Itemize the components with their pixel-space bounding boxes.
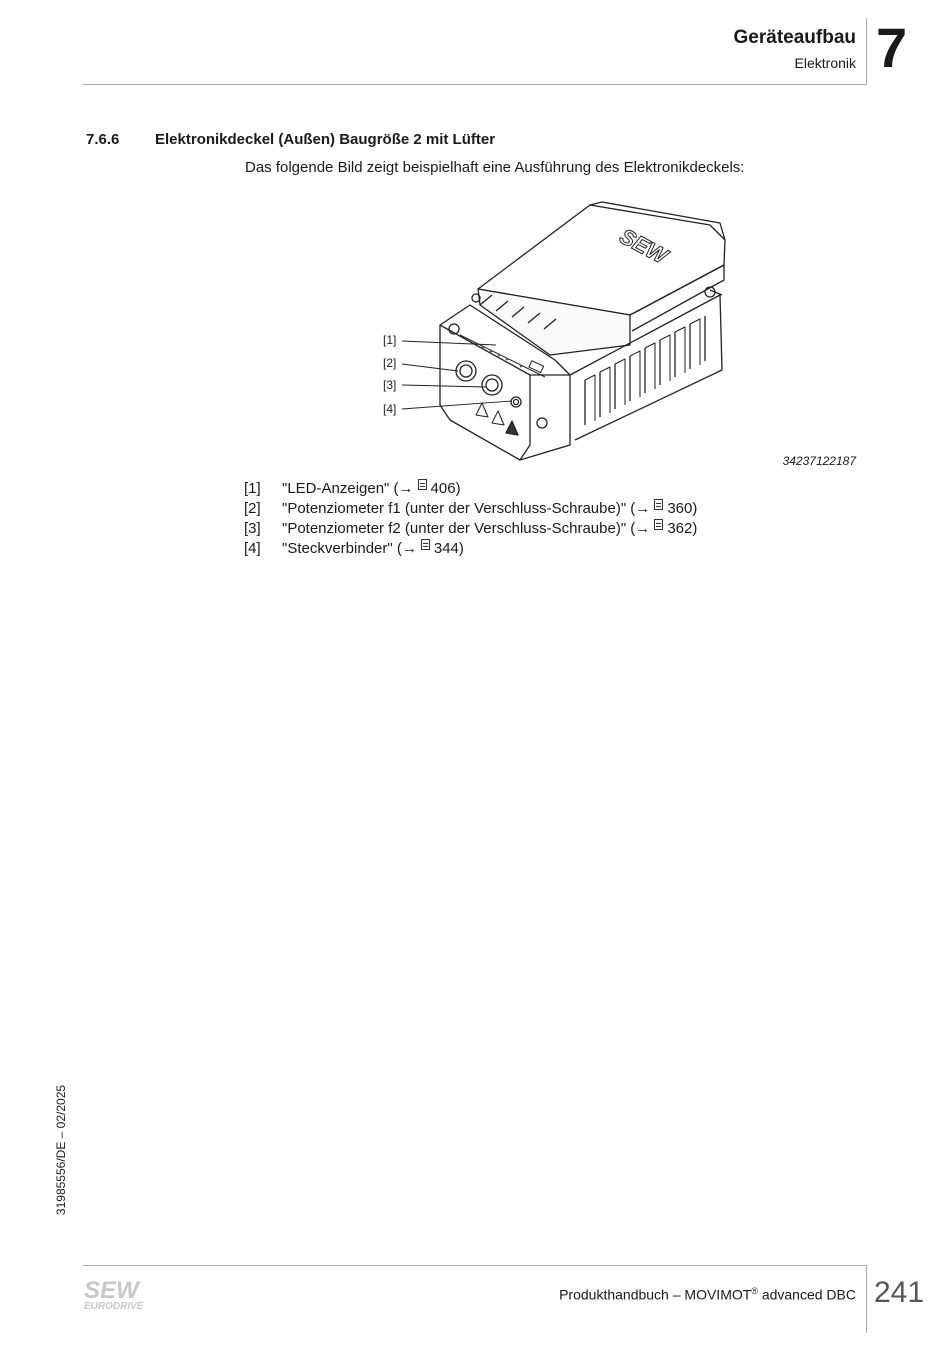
intro-text: Das folgende Bild zeigt beispielhaft eine Ausführung des Elektronikdeckels: (245, 159, 745, 176)
section-number: 7.6.6 (86, 131, 120, 148)
callout-label-4: [4] (383, 402, 397, 416)
manual-title (559, 1286, 856, 1303)
footer-divider (83, 1265, 867, 1266)
legend-item (244, 499, 697, 519)
legend-text: "Steckverbinder" (→ (282, 540, 417, 557)
page-reference-icon (654, 499, 663, 510)
page-reference-icon (654, 519, 663, 530)
header-divider-vertical (866, 18, 867, 84)
logo-text-bottom: EURODRIVE (84, 1301, 144, 1312)
legend-item (244, 519, 697, 539)
legend-page: 362) (667, 520, 698, 537)
legend-text: "Potenziometer f2 (unter der Verschluss-Schraube)" (→ (282, 520, 651, 537)
legend-text: "LED-Anzeigen" (→ (282, 480, 414, 497)
legend-text: "Potenziometer f1 (unter der Verschluss-Schraube)" (→ (282, 500, 651, 517)
legend-number: [1] (244, 480, 261, 497)
header-subtitle: Elektronik (794, 55, 856, 71)
figure-id: 34237122187 (782, 454, 856, 468)
header-divider (83, 84, 867, 85)
page-reference-icon (418, 479, 427, 490)
electronics-cover-figure (380, 195, 740, 465)
legend-number: [4] (244, 540, 261, 557)
legend-number: [2] (244, 500, 261, 517)
page-number: 241 (874, 1276, 925, 1309)
legend-number: [3] (244, 520, 261, 537)
registered-mark: ® (751, 1286, 758, 1296)
manual-title-suffix: advanced DBC (757, 1286, 856, 1303)
logo-text-top: SEW (84, 1277, 139, 1304)
figure-legend (244, 479, 697, 559)
chapter-number: 7 (876, 16, 908, 79)
legend-page: 344) (433, 540, 464, 557)
figure-brand-text: SEW (615, 223, 672, 269)
legend-page: 360) (667, 500, 698, 517)
manual-title-prefix: Produkthandbuch – MOVIMOT (559, 1286, 752, 1303)
legend-item (244, 479, 697, 499)
document-number-side: 31985556/DE – 02/2025 (54, 1084, 68, 1216)
page-reference-icon (421, 539, 430, 550)
legend-page: 406) (430, 480, 461, 497)
callout-label-1: [1] (383, 333, 397, 347)
callout-label-2: [2] (383, 356, 397, 370)
section-title: Elektronikdeckel (Außen) Baugröße 2 mit Lüfter (155, 131, 496, 148)
header-title: Geräteaufbau (733, 27, 856, 48)
callout-label-3: [3] (383, 378, 397, 392)
legend-item (244, 539, 697, 559)
sew-eurodrive-logo (83, 1275, 155, 1315)
footer-divider-vertical (866, 1265, 867, 1333)
